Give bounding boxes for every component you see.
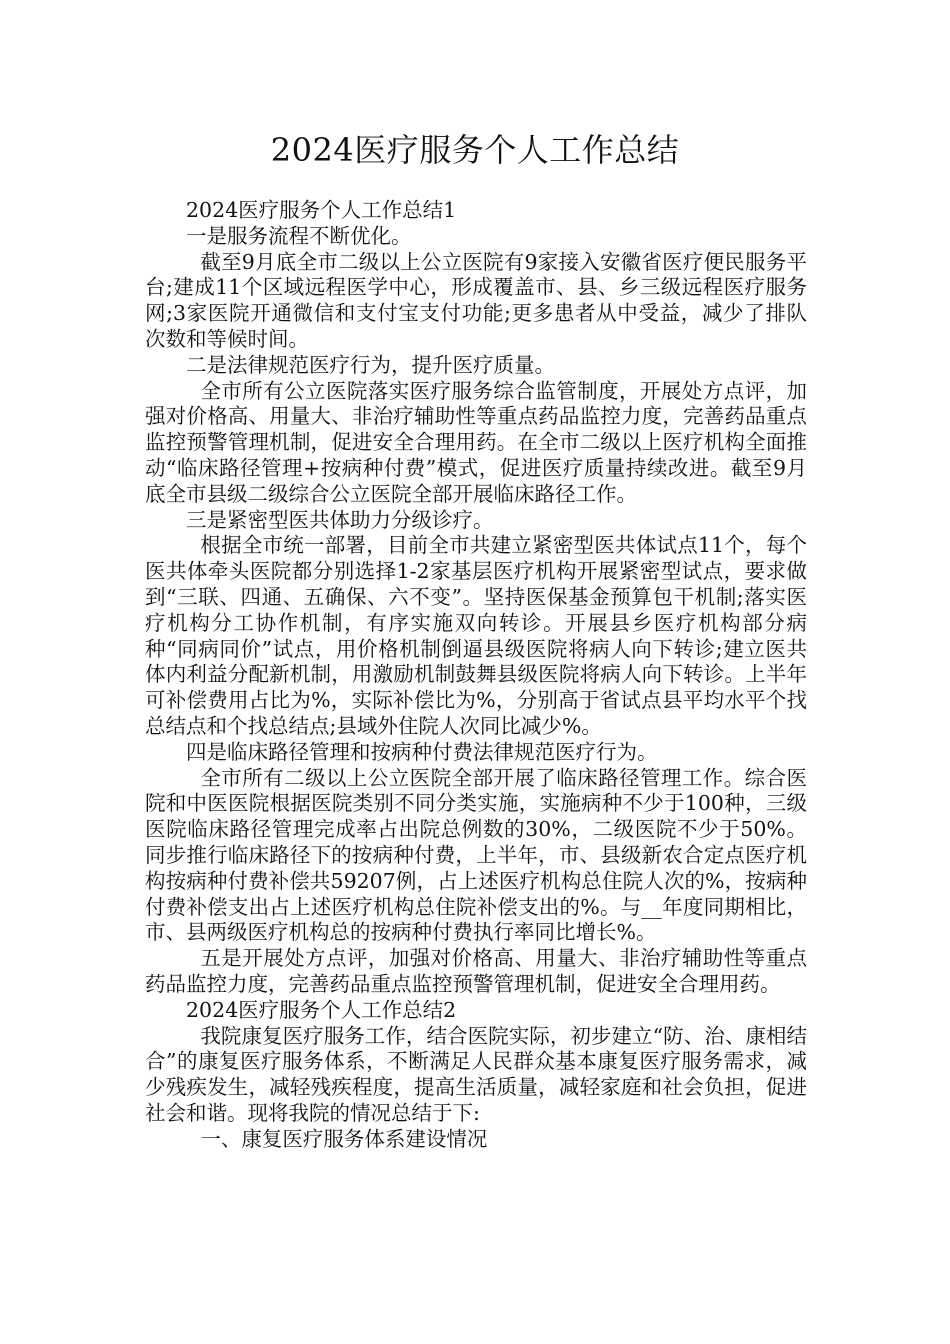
paragraph: 二是法律规范医疗行为，提升医疗质量。 (186, 352, 555, 377)
paragraph: 我院康复医疗服务工作，结合医院实际，初步建立“防、治、康相结合”的康复医疗服务体系，不断满足人民群众基本康复医疗服务需求，减少残疾发生，减轻残疾程度，提高生活质量，减轻家庭和社会负担，促进社会和谐。现将我院的情况总结于下: (145, 1023, 807, 1125)
paragraph: 三是紧密型医共体助力分级诊疗。 (186, 507, 494, 532)
paragraph: 根据全市统一部署，目前全市共建立紧密型医共体试点11个，每个医共体牵头医院都分别选择1-2家基层医疗机构开展紧密型试点，要求做到“三联、四通、五确保、六不变”。坚持医保基金预算包干机制;落实医疗机构分工协作机制，有序实施双向转诊。开展县乡医疗机构部分病种“同病同价”试点，用价格机制倒逼县级医院将病人向下转诊;建立医共体内利益分配新机制，用激励机制鼓舞县级医院将病人向下转诊。上半年可补偿费用占比为%，实际补偿比为%，分别高于省试点县平均水平个找总结点和个找总结点;县域外住院人次同比减少%。 (145, 533, 807, 738)
document-body (145, 198, 807, 1152)
document-title: 2024医疗服务个人工作总结 (270, 131, 680, 169)
paragraph: 五是开展处方点评，加强对价格高、用量大、非治疗辅助性等重点药品监控力度，完善药品重点监控预警管理机制，促进安全合理用药。 (145, 946, 807, 996)
paragraph: 截至9月底全市二级以上公立医院有9家接入安徽省医疗便民服务平台;建成11个区域远程医学中心，形成覆盖市、县、乡三级远程医疗服务网;3家医院开通微信和支付宝支付功能;更多患者从中受益，减少了排队次数和等候时间。 (145, 249, 807, 351)
paragraph: 全市所有二级以上公立医院全部开展了临床路径管理工作。综合医院和中医医院根据医院类别不同分类实施，实施病种不少于100种，三级医院临床路径管理完成率占出院总例数的30%，二级医院不少于50%。同步推行临床路径下的按病种付费，上半年，市、县级新农合定点医疗机构按病种付费补偿共59207例，占上述医疗机构总住院人次的%，按病种付费补偿支出占上述医疗机构总住院补偿支出的%。与__年度同期相比，市、县两级医疗机构总的按病种付费执行率同比增长%。 (145, 765, 807, 945)
paragraph: 四是临床路径管理和按病种付费法律规范医疗行为。 (186, 739, 658, 764)
paragraph: 一、康复医疗服务体系建设情况 (200, 1126, 488, 1151)
section-heading: 2024医疗服务个人工作总结1 (186, 198, 457, 222)
paragraph: 全市所有公立医院落实医疗服务综合监管制度，开展处方点评，加强对价格高、用量大、非治疗辅助性等重点药品监控力度，完善药品重点监控预警管理机制，促进安全合理用药。在全市二级以上医疗机构全面推动“临床路径管理+按病种付费”模式，促进医疗质量持续改进。截至9月底全市县级二级综合公立医院全部开展临床路径工作。 (145, 378, 807, 506)
paragraph: 一是服务流程不断优化。 (186, 223, 412, 248)
section-heading: 2024医疗服务个人工作总结2 (186, 997, 457, 1022)
